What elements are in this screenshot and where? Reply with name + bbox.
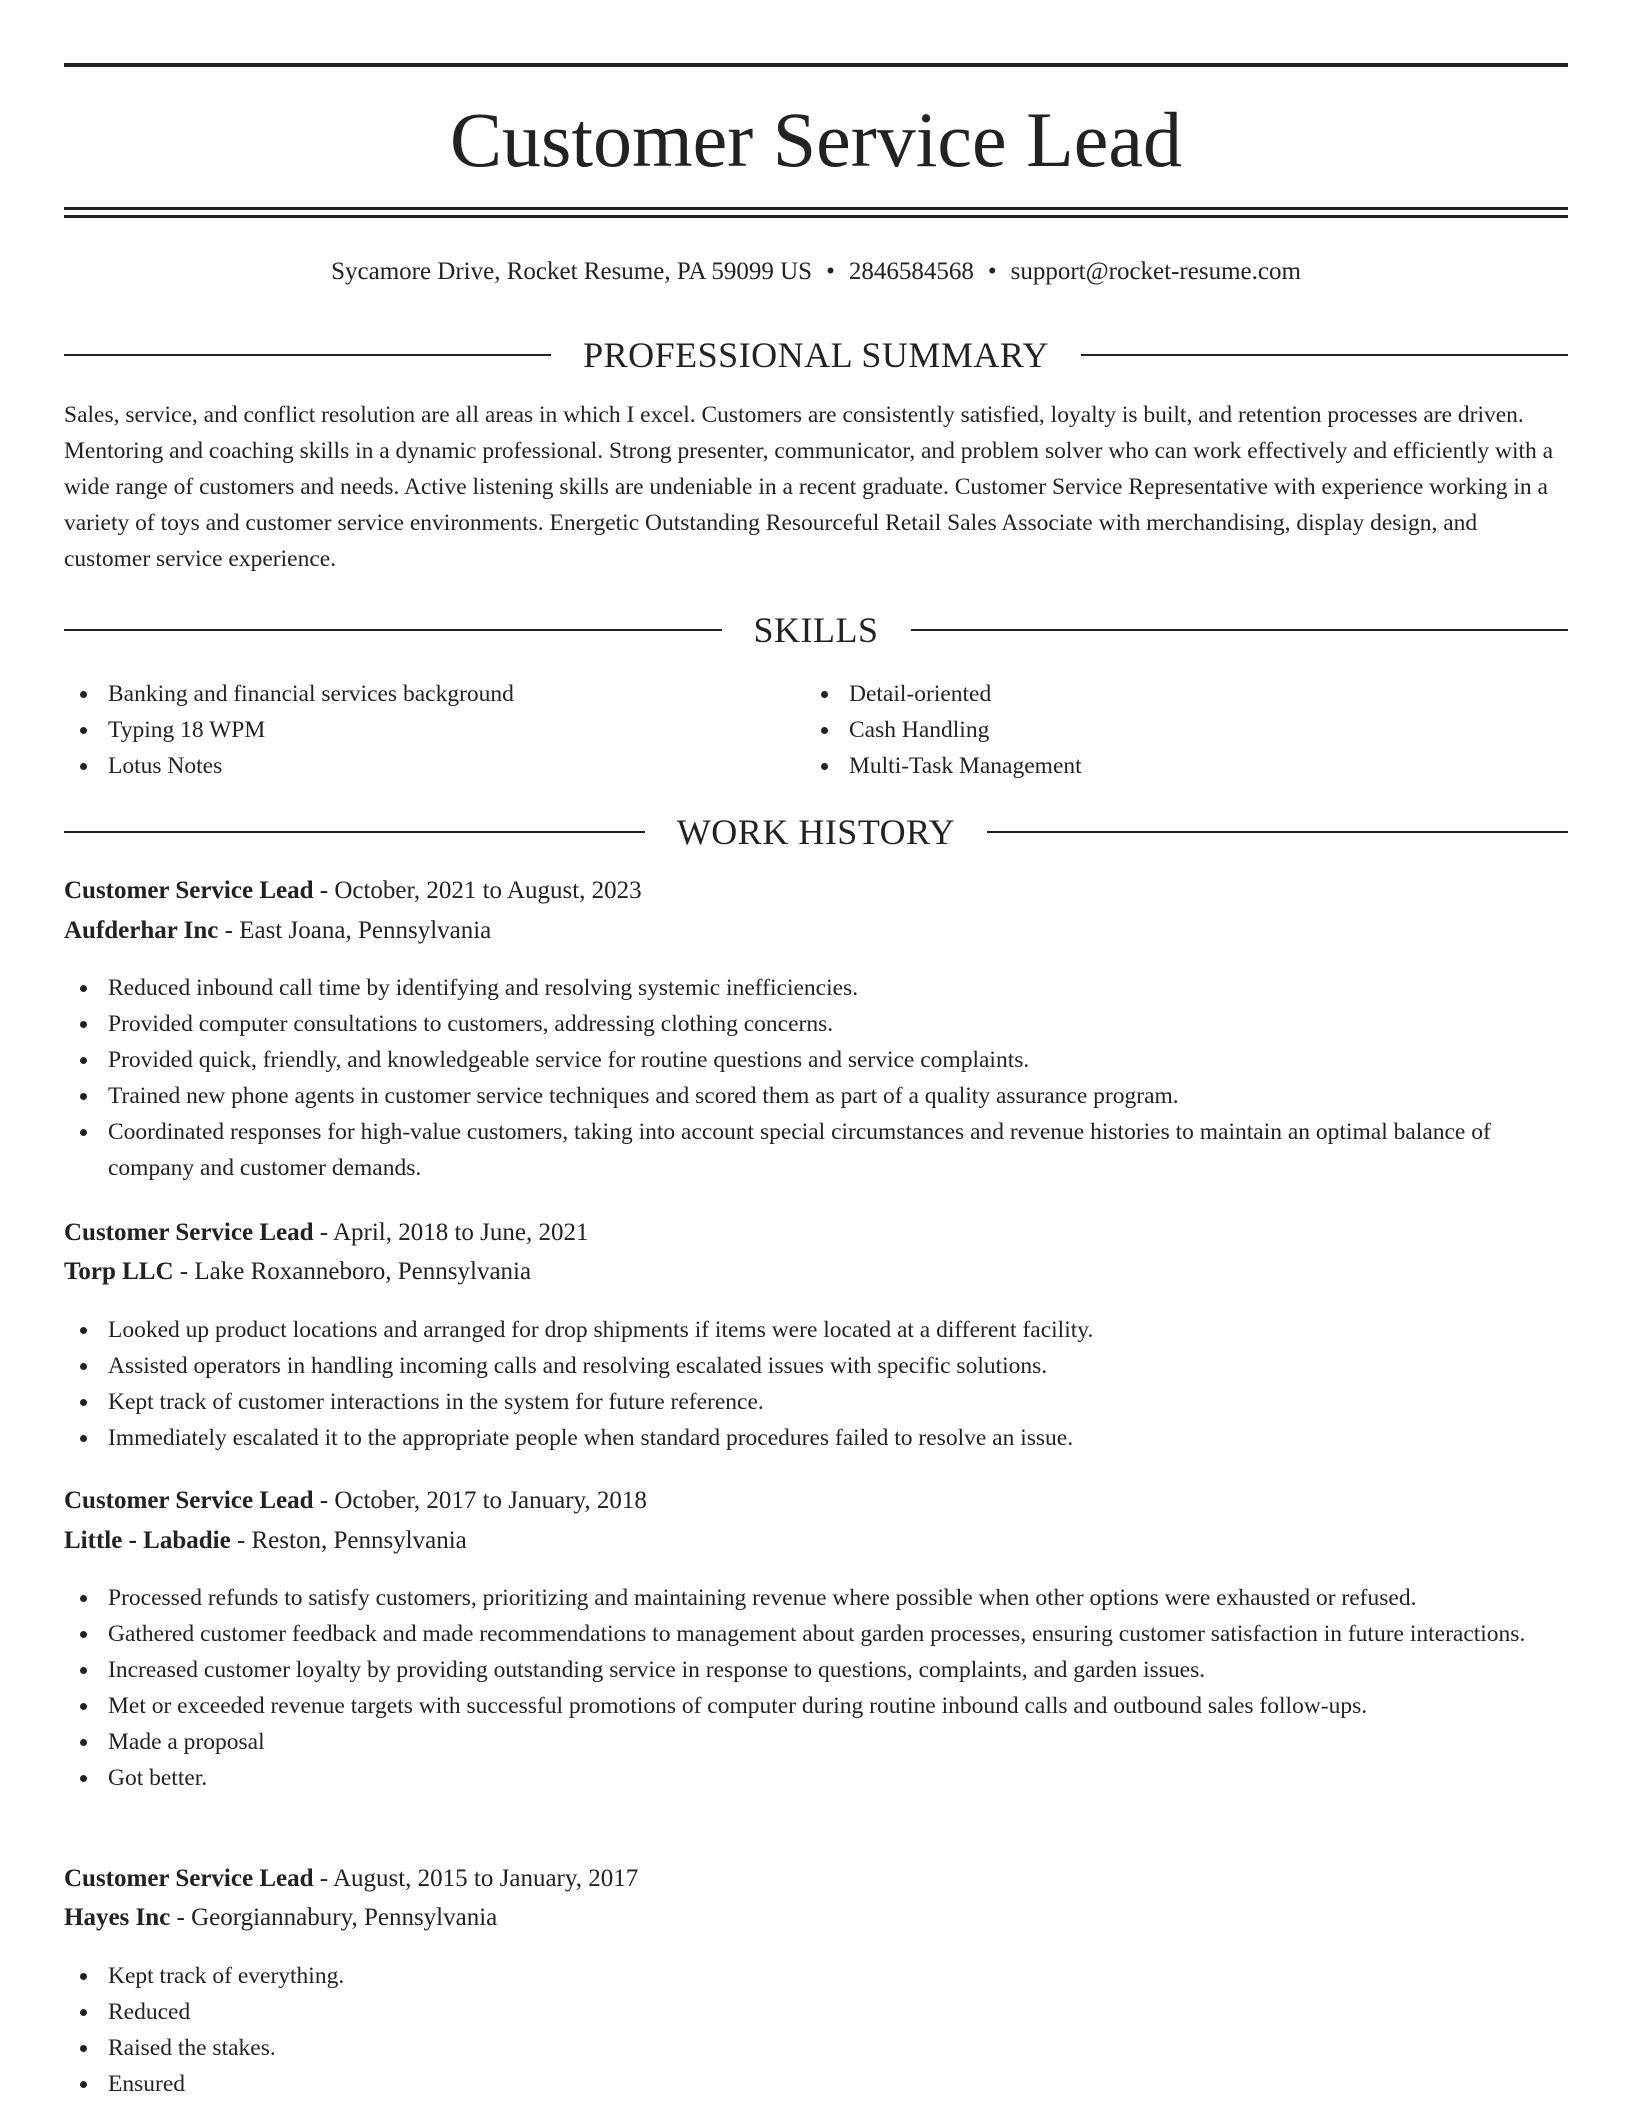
job-dates: October, 2017 to January, 2018 <box>334 1487 647 1514</box>
job-bullet: Immediately escalated it to the appropriate people when standard procedures failed to resolve an issue. <box>64 1420 1568 1456</box>
summary-heading-label: PROFESSIONAL SUMMARY <box>583 335 1049 375</box>
job-company-line: Little - Labadie - Reston, Pennsylvania <box>64 1527 467 1554</box>
title-rule-upper <box>64 207 1568 210</box>
skills-column-left <box>64 676 804 784</box>
skill-item: Multi-Task Management <box>805 748 1545 784</box>
job-location: Lake Roxanneboro, Pennsylvania <box>194 1258 532 1285</box>
job-company-line: Hayes Inc - Georgiannabury, Pennsylvania <box>64 1904 498 1931</box>
job-location: East Joana, Pennsylvania <box>239 917 492 944</box>
heading-rule-right <box>911 629 1569 631</box>
job-dates: August, 2015 to January, 2017 <box>332 1865 639 1892</box>
job-title-line: Customer Service Lead - October, 2021 to August, 2023 <box>64 877 642 904</box>
heading-rule-left <box>64 629 722 631</box>
job-bullet: Reduced inbound call time by identifying and resolving systemic inefficiencies. <box>64 970 1568 1006</box>
job-title: Customer Service Lead <box>64 877 314 904</box>
job-company-line: Aufderhar Inc - East Joana, Pennsylvania <box>64 917 492 944</box>
job-bullet: Looked up product locations and arranged for drop shipments if items were located at a different facility. <box>64 1312 1568 1348</box>
summary-heading <box>64 331 1568 379</box>
job-bullet: Provided quick, friendly, and knowledgeable service for routine questions and service complaints. <box>64 1042 1568 1078</box>
job-bullet: Trained new phone agents in customer service techniques and scored them as part of a quality assurance program. <box>64 1078 1568 1114</box>
job-bullet: Coordinated responses for high-value customers, taking into account special circumstances and revenue histories to maintain an optimal balance of company and customer demands. <box>64 1114 1568 1186</box>
job-company: Aufderhar Inc <box>64 917 219 944</box>
job-bullets <box>64 1312 1568 1456</box>
job-bullets <box>64 970 1568 1186</box>
job-title-line: Customer Service Lead - April, 2018 to June, 2021 <box>64 1219 589 1246</box>
title-rule-lower <box>64 215 1568 218</box>
job-bullet: Processed refunds to satisfy customers, prioritizing and maintaining revenue where possible when other options were exhausted or refused. <box>64 1580 1568 1616</box>
skill-item: Banking and financial services background <box>64 676 804 712</box>
skills-heading-label: SKILLS <box>753 610 879 650</box>
summary-text: Sales, service, and conflict resolution are all areas in which I excel. Customers are consistently satisfied, loyalty is built, and retention processes are driven. Mentoring and coaching skills in a dynamic professional. Strong presenter, communicator, and problem solver who can work effectively and efficiently with a wide range of customers and needs. Active listening skills are undeniable in a recent graduate. Customer Service Representative with experience working in a variety of toys and customer service environments. Energetic Outstanding Resourceful Retail Sales Associate with merchandising, display design, and customer service experience. <box>64 402 1554 572</box>
job-bullet: Met or exceeded revenue targets with successful promotions of computer during routine inbound calls and outbound sales follow-ups. <box>64 1688 1568 1724</box>
job-title-line: Customer Service Lead - August, 2015 to January, 2017 <box>64 1865 639 1892</box>
heading-rule-right <box>987 831 1568 833</box>
resume-title: Customer Service Lead <box>449 96 1183 183</box>
job-location: Reston, Pennsylvania <box>251 1527 467 1554</box>
job-dates: October, 2021 to August, 2023 <box>334 877 642 904</box>
skills-column-right <box>805 676 1545 784</box>
heading-rule-left <box>64 354 551 356</box>
job-bullets <box>64 1580 1568 1796</box>
skill-item: Lotus Notes <box>64 748 804 784</box>
job-title: Customer Service Lead <box>64 1865 314 1892</box>
job-title: Customer Service Lead <box>64 1487 314 1514</box>
job-bullet: Got better. <box>64 1760 1568 1796</box>
contact-line <box>64 254 1568 290</box>
job-bullet: Reduced <box>64 1994 1568 2030</box>
contact-email: support@rocket-resume.com <box>1010 258 1301 285</box>
skills-heading <box>64 606 1568 654</box>
job-bullet: Kept track of customer interactions in the system for future reference. <box>64 1384 1568 1420</box>
job-bullet: Made a proposal <box>64 1724 1568 1760</box>
skills-list-left <box>64 676 804 784</box>
job-bullet: Gathered customer feedback and made recommendations to management about garden processes, ensuring customer satisfaction in future interactions. <box>64 1616 1568 1652</box>
job-location: Georgiannabury, Pennsylvania <box>191 1904 498 1931</box>
skill-item: Cash Handling <box>805 712 1545 748</box>
contact-phone: 2846584568 <box>848 258 974 285</box>
job-bullet: Increased customer loyalty by providing outstanding service in response to questions, complaints, and garden issues. <box>64 1652 1568 1688</box>
job-company: Little - Labadie <box>64 1527 231 1554</box>
job-bullet: Kept track of everything. <box>64 1958 1568 1994</box>
job-dates: April, 2018 to June, 2021 <box>332 1219 589 1246</box>
job-company: Torp LLC <box>64 1258 174 1285</box>
work-heading <box>64 808 1568 856</box>
job-title-line: Customer Service Lead - October, 2017 to January, 2018 <box>64 1487 647 1514</box>
job-company-line: Torp LLC - Lake Roxanneboro, Pennsylvania <box>64 1258 532 1285</box>
contact-separator: • <box>987 258 997 285</box>
work-heading-label: WORK HISTORY <box>676 812 956 852</box>
contact-address: Sycamore Drive, Rocket Resume, PA 59099 US <box>331 258 813 285</box>
skill-item: Typing 18 WPM <box>64 712 804 748</box>
contact-separator: • <box>826 258 835 285</box>
top-rule <box>64 63 1568 67</box>
job-bullet: Assisted operators in handling incoming calls and resolving escalated issues with specific solutions. <box>64 1348 1568 1384</box>
job-title: Customer Service Lead <box>64 1219 314 1246</box>
job-bullet: Ensured <box>64 2066 1568 2102</box>
job-bullet: Raised the stakes. <box>64 2030 1568 2066</box>
skills-list-right <box>805 676 1545 784</box>
job-bullets <box>64 1958 1568 2102</box>
heading-rule-right <box>1081 354 1568 356</box>
heading-rule-left <box>64 831 645 833</box>
job-company: Hayes Inc <box>64 1904 171 1931</box>
skill-item: Detail-oriented <box>805 676 1545 712</box>
job-bullet: Provided computer consultations to customers, addressing clothing concerns. <box>64 1006 1568 1042</box>
